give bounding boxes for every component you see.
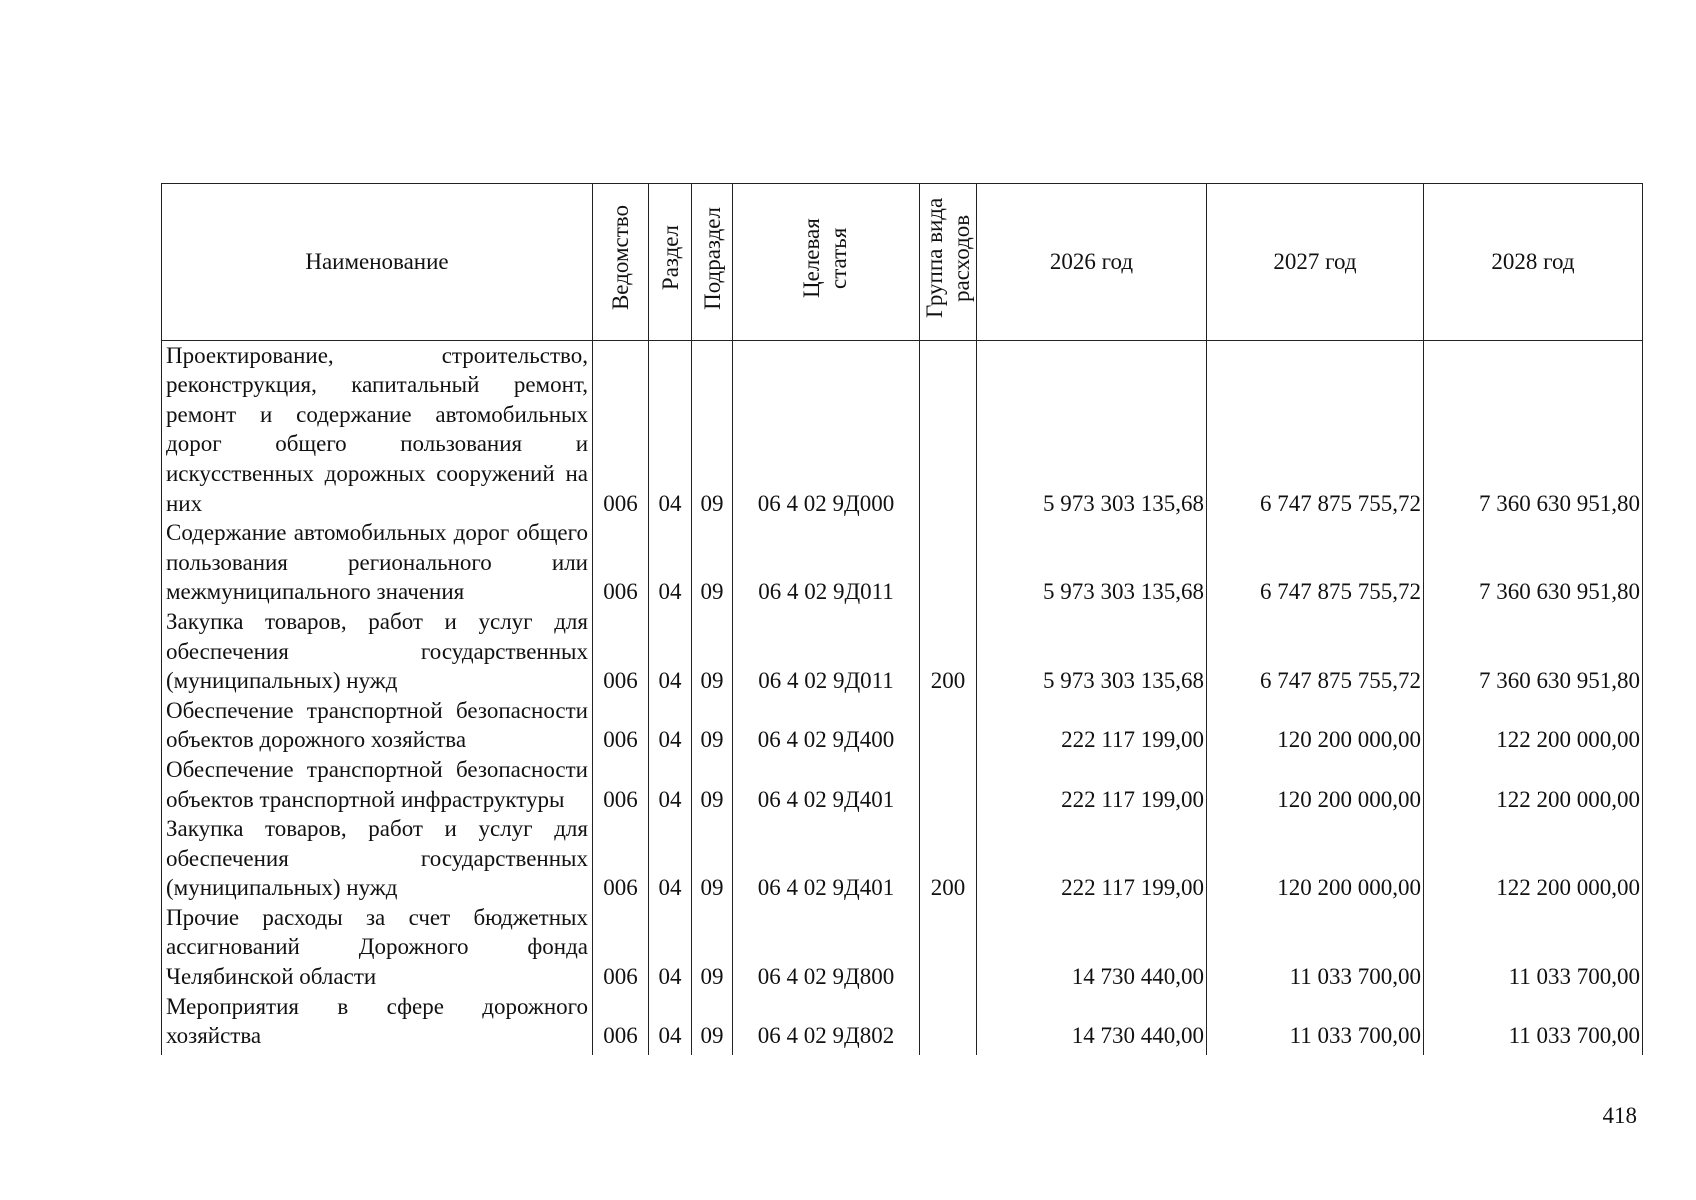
cell-group	[920, 755, 977, 814]
cell-section: 04	[649, 696, 692, 755]
header-row	[162, 184, 1643, 341]
cell-group	[920, 903, 977, 992]
table-row	[162, 755, 1643, 814]
cell-subsection: 09	[692, 340, 733, 518]
cell-target: 06 4 02 9Д400	[733, 696, 920, 755]
table-row	[162, 696, 1643, 755]
header-group: Группа вида расходов	[920, 184, 977, 341]
header-2026: 2026 год	[977, 184, 1207, 341]
cell-section: 04	[649, 992, 692, 1055]
cell-y2026: 5 973 303 135,68	[977, 340, 1207, 518]
cell-y2026: 14 730 440,00	[977, 992, 1207, 1055]
cell-section: 04	[649, 755, 692, 814]
cell-y2027: 6 747 875 755,72	[1207, 607, 1424, 696]
cell-section: 04	[649, 518, 692, 607]
cell-target: 06 4 02 9Д011	[733, 607, 920, 696]
cell-subsection: 09	[692, 696, 733, 755]
cell-group: 200	[920, 814, 977, 903]
cell-group	[920, 696, 977, 755]
cell-y2027: 11 033 700,00	[1207, 903, 1424, 992]
cell-subsection: 09	[692, 755, 733, 814]
cell-target: 06 4 02 9Д401	[733, 755, 920, 814]
cell-target: 06 4 02 9Д011	[733, 518, 920, 607]
cell-target: 06 4 02 9Д401	[733, 814, 920, 903]
cell-dept: 006	[593, 755, 649, 814]
cell-name: Закупка товаров, работ и услуг для обеспечения государственных (муниципальных) нужд	[162, 814, 593, 903]
table-row	[162, 607, 1643, 696]
cell-target: 06 4 02 9Д802	[733, 992, 920, 1055]
cell-y2026: 222 117 199,00	[977, 755, 1207, 814]
header-section: Раздел	[649, 184, 692, 341]
cell-y2026: 222 117 199,00	[977, 696, 1207, 755]
cell-dept: 006	[593, 696, 649, 755]
cell-name: Обеспечение транспортной безопасности объектов транспортной инфраструктуры	[162, 755, 593, 814]
cell-target: 06 4 02 9Д000	[733, 340, 920, 518]
header-subsection: Подраздел	[692, 184, 733, 341]
cell-subsection: 09	[692, 814, 733, 903]
cell-target: 06 4 02 9Д800	[733, 903, 920, 992]
cell-section: 04	[649, 607, 692, 696]
cell-y2026: 5 973 303 135,68	[977, 518, 1207, 607]
cell-name: Проектирование, строительство, реконструкция, капитальный ремонт, ремонт и содержание автомобильных дорог общего пользования и искусственных дорожных сооружений на них	[162, 340, 593, 518]
cell-y2028: 7 360 630 951,80	[1424, 607, 1643, 696]
cell-dept: 006	[593, 903, 649, 992]
cell-name: Прочие расходы за счет бюджетных ассигнований Дорожного фонда Челябинской области	[162, 903, 593, 992]
cell-dept: 006	[593, 340, 649, 518]
cell-dept: 006	[593, 814, 649, 903]
cell-y2028: 122 200 000,00	[1424, 755, 1643, 814]
cell-section: 04	[649, 814, 692, 903]
cell-name: Обеспечение транспортной безопасности объектов дорожного хозяйства	[162, 696, 593, 755]
cell-group	[920, 518, 977, 607]
cell-subsection: 09	[692, 607, 733, 696]
cell-y2026: 14 730 440,00	[977, 903, 1207, 992]
cell-y2028: 122 200 000,00	[1424, 814, 1643, 903]
cell-name: Закупка товаров, работ и услуг для обеспечения государственных (муниципальных) нужд	[162, 607, 593, 696]
cell-y2027: 120 200 000,00	[1207, 814, 1424, 903]
cell-y2028: 122 200 000,00	[1424, 696, 1643, 755]
header-target: Целевая статья	[733, 184, 920, 341]
table-row	[162, 518, 1643, 607]
header-2028: 2028 год	[1424, 184, 1643, 341]
cell-dept: 006	[593, 518, 649, 607]
cell-y2027: 11 033 700,00	[1207, 992, 1424, 1055]
cell-y2028: 7 360 630 951,80	[1424, 340, 1643, 518]
cell-name: Мероприятия в сфере дорожного хозяйства	[162, 992, 593, 1055]
cell-y2027: 120 200 000,00	[1207, 755, 1424, 814]
cell-y2028: 11 033 700,00	[1424, 903, 1643, 992]
cell-y2026: 222 117 199,00	[977, 814, 1207, 903]
cell-name: Содержание автомобильных дорог общего пользования регионального или межмуниципального значения	[162, 518, 593, 607]
budget-table	[161, 183, 1643, 1055]
cell-section: 04	[649, 340, 692, 518]
cell-group	[920, 992, 977, 1055]
cell-subsection: 09	[692, 518, 733, 607]
cell-y2027: 6 747 875 755,72	[1207, 518, 1424, 607]
cell-y2027: 120 200 000,00	[1207, 696, 1424, 755]
table-row	[162, 992, 1643, 1055]
cell-dept: 006	[593, 992, 649, 1055]
cell-dept: 006	[593, 607, 649, 696]
table-row	[162, 340, 1643, 518]
cell-group	[920, 340, 977, 518]
table-row	[162, 903, 1643, 992]
cell-group: 200	[920, 607, 977, 696]
cell-section: 04	[649, 903, 692, 992]
header-2027: 2027 год	[1207, 184, 1424, 341]
table-body	[162, 340, 1643, 1055]
header-name: Наименование	[162, 184, 593, 341]
cell-y2028: 7 360 630 951,80	[1424, 518, 1643, 607]
cell-subsection: 09	[692, 903, 733, 992]
cell-y2026: 5 973 303 135,68	[977, 607, 1207, 696]
page-number: 418	[1602, 1103, 1637, 1128]
cell-y2028: 11 033 700,00	[1424, 992, 1643, 1055]
table-row	[162, 814, 1643, 903]
cell-subsection: 09	[692, 992, 733, 1055]
cell-y2027: 6 747 875 755,72	[1207, 340, 1424, 518]
header-dept: Ведомство	[593, 184, 649, 341]
